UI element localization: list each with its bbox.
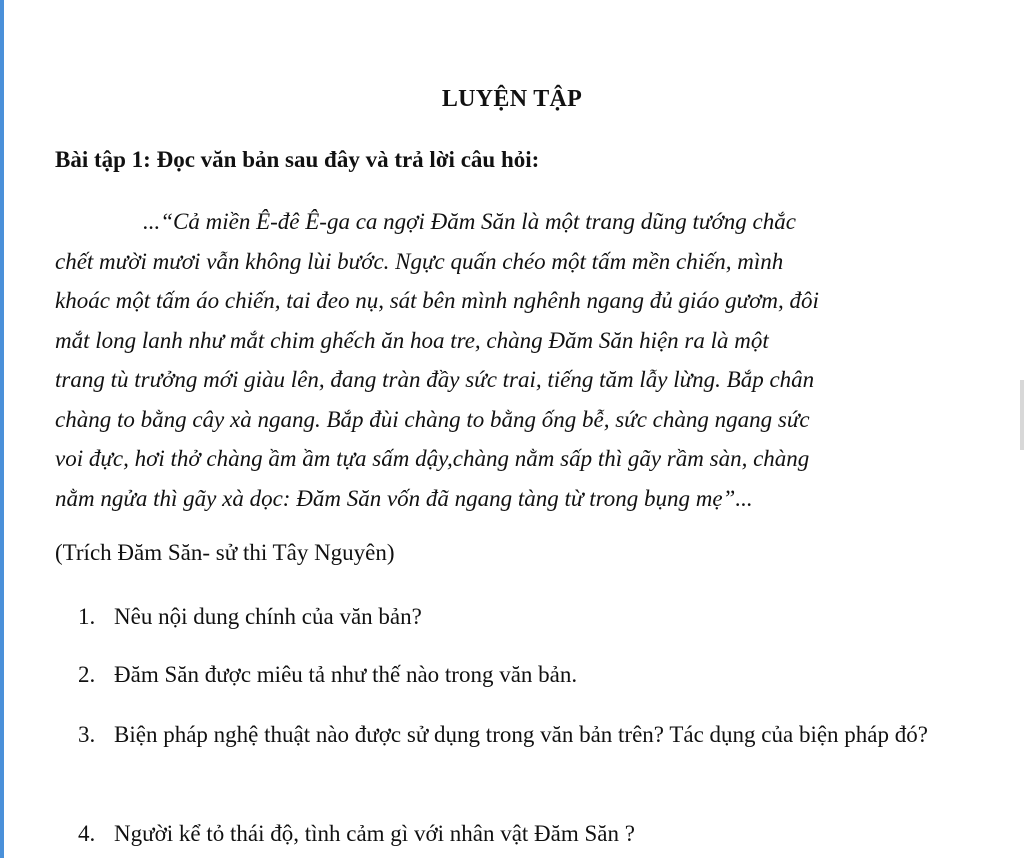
question-item bbox=[78, 814, 974, 853]
question-number: 1. bbox=[78, 604, 96, 629]
question-text: Nêu nội dung chính của văn bản? bbox=[114, 604, 422, 629]
passage-line: khoác một tấm áo chiến, tai đeo nụ, sát bên mình nghênh ngang đủ giáo gươm, đôi bbox=[55, 288, 819, 313]
question-item bbox=[78, 655, 974, 694]
page-title: LUYỆN TẬP bbox=[441, 86, 583, 112]
passage-line: chết mười mươi vẫn không lùi bước. Ngực quấn chéo một tấm mền chiến, mình bbox=[55, 248, 784, 274]
question-item bbox=[78, 597, 974, 636]
passage-line: voi đực, hơi thở chàng ầm ầm tựa sấm dậy,chàng nằm sấp thì gãy rầm sàn, chàng bbox=[55, 446, 810, 471]
question-item bbox=[78, 715, 974, 754]
passage-line: chàng to bằng cây xà ngang. Bắp đùi chàng to bằng ống bễ, sức chàng ngang sức bbox=[55, 406, 810, 432]
question-text: Biện pháp nghệ thuật nào được sử dụng trong văn bản trên? Tác dụng của biện pháp đó? bbox=[114, 722, 928, 747]
passage-line: trang tù trưởng mới giàu lên, đang tràn đầy sức trai, tiếng tăm lẫy lừng. Bắp chân bbox=[55, 367, 815, 392]
question-number: 4. bbox=[78, 821, 96, 846]
passage-line: nằm ngửa thì gãy xà dọc: Đăm Săn vốn đã ngang tàng từ trong bụng mẹ”... bbox=[55, 485, 753, 511]
question-number: 3. bbox=[78, 722, 96, 747]
exercise-heading: Bài tập 1: Đọc văn bản sau đây và trả lời câu hỏi: bbox=[55, 147, 540, 172]
passage-line: ...“Cả miền Ê-đê Ê-ga ca ngợi Đăm Săn là một trang dũng tướng chắc bbox=[143, 209, 796, 234]
source-citation: (Trích Đăm Săn- sử thi Tây Nguyên) bbox=[55, 540, 395, 565]
passage-line: mắt long lanh như mắt chim ghếch ăn hoa tre, chàng Đăm Săn hiện ra là một bbox=[55, 327, 769, 353]
question-text: Đăm Săn được miêu tả như thế nào trong văn bản. bbox=[114, 662, 578, 687]
question-number: 2. bbox=[78, 662, 96, 687]
question-text: Người kể tỏ thái độ, tình cảm gì với nhân vật Đăm Săn ? bbox=[114, 821, 635, 846]
